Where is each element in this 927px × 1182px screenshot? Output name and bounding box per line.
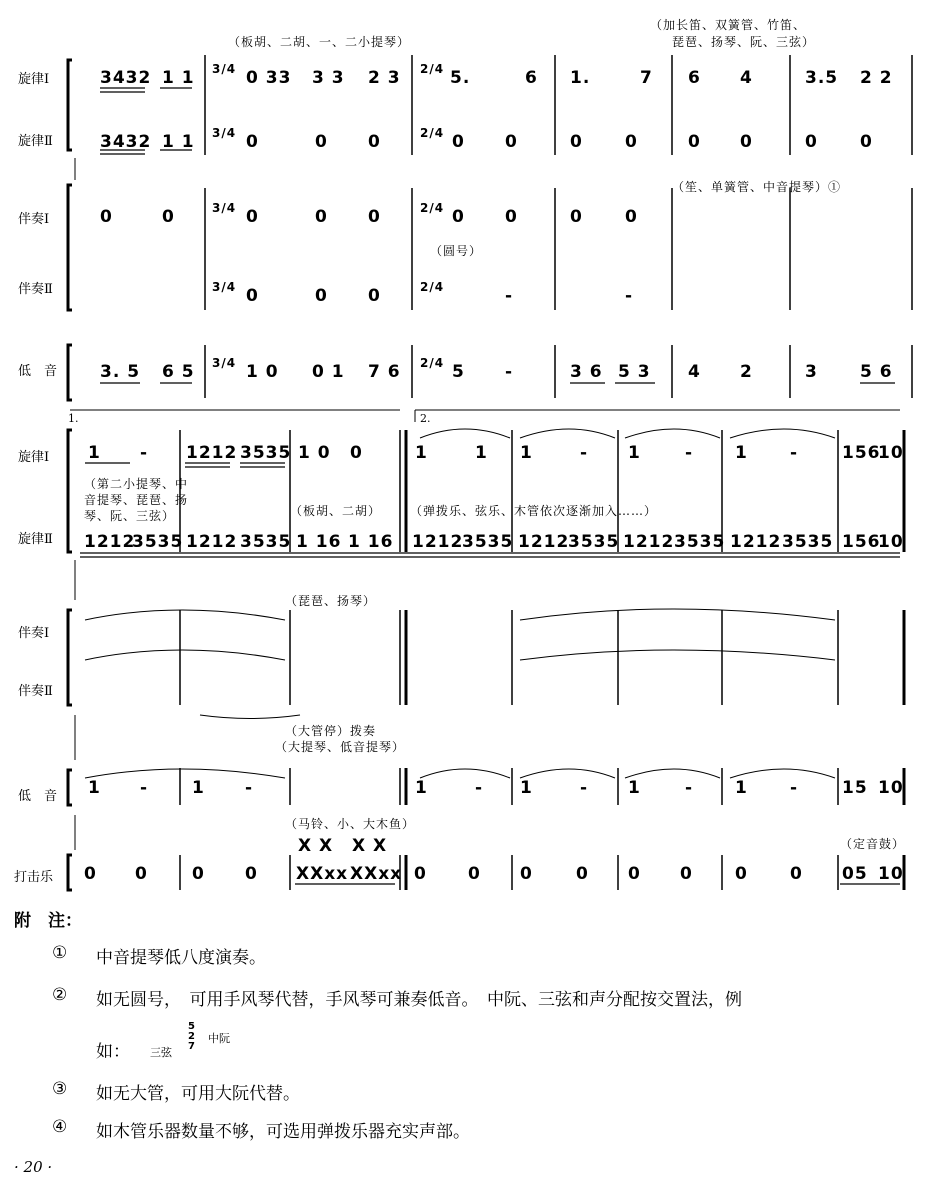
note: 0	[520, 864, 533, 884]
note: 0	[315, 207, 328, 227]
note: 0	[790, 864, 803, 884]
bracket-accomp-s1	[68, 185, 72, 310]
note: -	[625, 286, 634, 306]
note: 3.5	[805, 68, 839, 88]
volta-2: 2.	[420, 412, 431, 425]
note: 10	[878, 532, 904, 552]
note: 1	[735, 443, 748, 463]
note: 10	[878, 864, 904, 884]
note: 1212	[518, 532, 570, 552]
bracket-perc-s2	[68, 855, 72, 890]
note: 0	[368, 286, 381, 306]
note: 1212	[186, 443, 238, 463]
note: 0	[162, 207, 175, 227]
note: 0	[192, 864, 205, 884]
bracket-bass-s1	[68, 345, 72, 400]
note: 3535	[240, 532, 292, 552]
note: -	[580, 778, 589, 798]
note-2-sanxian: 三弦	[150, 1046, 172, 1059]
note: 1.	[570, 68, 591, 88]
time-signature: 3/4	[212, 201, 237, 215]
note: 3432	[100, 68, 152, 88]
note: 5 3	[618, 362, 651, 382]
note: 3	[805, 362, 818, 382]
note: 0	[805, 132, 818, 152]
note: XXxx	[296, 864, 349, 884]
annotation-violin2-2: 音提琴、琵琶、扬	[84, 493, 189, 507]
note: 2 3	[368, 68, 401, 88]
bracket-bass-s2	[68, 770, 72, 805]
note: 3535	[462, 532, 514, 552]
note: 0	[505, 132, 518, 152]
note: 1	[192, 778, 205, 798]
note: 2 2	[860, 68, 893, 88]
note: -	[790, 443, 799, 463]
note: 1	[415, 443, 428, 463]
note: 1 0	[246, 362, 279, 382]
note: 15	[842, 778, 868, 798]
annotation-plucked: （弹拨乐、弦乐、木管依次逐渐加入……）	[410, 504, 658, 518]
annotation-sheng: （笙、单簧管、中音提琴）①	[672, 180, 842, 194]
label-percussion: 打击乐	[14, 870, 54, 885]
note-4: 如木管乐器数量不够，可选用弹拨乐器充实声部。	[96, 1122, 470, 1142]
label-melody1-s2: 旋律Ⅰ	[18, 450, 50, 465]
note: 0	[414, 864, 427, 884]
note-marker-3: ③	[52, 1079, 68, 1099]
note: 0	[576, 864, 589, 884]
note: 0	[246, 207, 259, 227]
note-marker-1: ①	[52, 943, 68, 963]
note-2-zhongruan: 中阮	[208, 1032, 230, 1045]
annotation-timpani: （定音鼓）	[840, 837, 906, 851]
note: 0	[452, 132, 465, 152]
note: X X	[352, 836, 388, 856]
note: 0	[135, 864, 148, 884]
note: 0	[505, 207, 518, 227]
time-signature: 2/4	[420, 126, 445, 140]
note: 0	[740, 132, 753, 152]
annotation-cello: （大提琴、低音提琴）	[275, 740, 406, 754]
note: 0	[368, 207, 381, 227]
bracket-accomp-s2	[68, 610, 72, 705]
note: 0	[368, 132, 381, 152]
note: 0	[860, 132, 873, 152]
label-accomp1-s2: 伴奏Ⅰ	[18, 626, 50, 641]
note-marker-4: ④	[52, 1117, 68, 1137]
note: 0	[688, 132, 701, 152]
note: 1 16	[348, 532, 394, 552]
annotation-bassoon: （大管停）拨奏	[285, 724, 377, 738]
annotation-winds-1: （加长笛、双簧管、竹笛、	[650, 18, 807, 32]
note-3: 如无大管，可用大阮代替。	[96, 1084, 300, 1104]
label-melody2-s1: 旋律Ⅱ	[18, 134, 53, 149]
note: 5	[452, 362, 465, 382]
annotation-violin2-1: （第二小提琴、中	[84, 477, 189, 491]
note: 0 1	[312, 362, 345, 382]
label-accomp2-s2: 伴奏Ⅱ	[18, 684, 53, 699]
note: 3 6	[570, 362, 603, 382]
note: 1	[475, 443, 488, 463]
note: XXxx	[350, 864, 403, 884]
note: -	[245, 778, 254, 798]
note: 1	[520, 443, 533, 463]
note: 0	[468, 864, 481, 884]
note: 0	[570, 132, 583, 152]
label-bass-s1: 低 音	[18, 364, 58, 379]
time-signature: 2/4	[420, 280, 445, 294]
note: 7 6	[368, 362, 401, 382]
note: -	[140, 443, 149, 463]
note: -	[580, 443, 589, 463]
note: -	[685, 443, 694, 463]
note: 0	[570, 207, 583, 227]
bracket-melody-s1	[68, 60, 72, 150]
note: 0	[315, 286, 328, 306]
note: 6 5	[162, 362, 195, 382]
note: 156	[842, 443, 881, 463]
page-number: · 20 ·	[14, 1158, 53, 1176]
note: -	[140, 778, 149, 798]
note: 1 1	[162, 132, 195, 152]
notes-title: 附 注：	[14, 911, 82, 931]
bracket-melody-s2	[68, 430, 72, 552]
note: X X	[298, 836, 334, 856]
note: 10	[878, 443, 904, 463]
annotation-strings: （板胡、二胡、一、二小提琴）	[228, 35, 411, 49]
note: 05	[842, 864, 868, 884]
time-signature: 3/4	[212, 280, 237, 294]
time-signature: 3/4	[212, 356, 237, 370]
note: 3535	[568, 532, 620, 552]
note: 1 16	[296, 532, 342, 552]
annotation-woodblock: （马铃、小、大木鱼）	[285, 817, 416, 831]
note: 1212	[730, 532, 782, 552]
note: 3 3	[312, 68, 345, 88]
note: 5.	[450, 68, 471, 88]
note: 3535	[240, 443, 292, 463]
note: 7	[640, 68, 653, 88]
note: 4	[688, 362, 701, 382]
note: 0	[625, 132, 638, 152]
label-accomp2-s1: 伴奏Ⅱ	[18, 282, 53, 297]
note: 5 6	[860, 362, 893, 382]
volta-1: 1.	[68, 412, 79, 425]
note: 0	[246, 286, 259, 306]
note: -	[475, 778, 484, 798]
note: 1212	[623, 532, 675, 552]
label-melody2-s2: 旋律Ⅱ	[18, 532, 53, 547]
note-1: 中音提琴低八度演奏。	[96, 948, 266, 968]
label-bass-s2: 低 音	[18, 789, 58, 804]
note: 1212	[186, 532, 238, 552]
note: 0	[100, 207, 113, 227]
note: 0	[628, 864, 641, 884]
note: 3535	[674, 532, 726, 552]
note: 0	[84, 864, 97, 884]
note: 0	[735, 864, 748, 884]
note: 3432	[100, 132, 152, 152]
note-marker-2: ②	[52, 985, 68, 1005]
note: 0	[315, 132, 328, 152]
time-signature: 3/4	[212, 62, 237, 76]
note: 1212	[84, 532, 136, 552]
note: 3535	[132, 532, 184, 552]
note: 1212	[412, 532, 464, 552]
note: 0	[625, 207, 638, 227]
note: 1	[520, 778, 533, 798]
annotation-pipa: （琵琶、扬琴）	[285, 594, 377, 608]
note: 1 0	[298, 443, 331, 463]
note: 1	[88, 778, 101, 798]
note-2-example-prefix: 如：	[96, 1042, 130, 1062]
note: 3. 5	[100, 362, 141, 382]
note-2-chord: 5 2 7	[188, 1021, 195, 1052]
note: 2	[740, 362, 753, 382]
note: 1	[628, 778, 641, 798]
note: 4	[740, 68, 753, 88]
time-signature: 2/4	[420, 356, 445, 370]
note: 1 1	[162, 68, 195, 88]
note: 0	[680, 864, 693, 884]
note-2: 如无圆号， 可用手风琴代替，手风琴可兼奏低音。 中阮、三弦和声分配按交置法，例	[96, 990, 742, 1010]
label-accomp1-s1: 伴奏Ⅰ	[18, 212, 50, 227]
time-signature: 3/4	[212, 126, 237, 140]
note: 0	[350, 443, 363, 463]
annotation-banhu: （板胡、二胡）	[290, 504, 382, 518]
note: 1	[415, 778, 428, 798]
note: 3535	[782, 532, 834, 552]
label-melody1-s1: 旋律Ⅰ	[18, 72, 50, 87]
annotation-winds-2: 琵琶、扬琴、阮、三弦）	[672, 35, 816, 49]
annotation-horn: （圆号）	[430, 244, 483, 258]
note: -	[505, 286, 514, 306]
note: 0	[245, 864, 258, 884]
note: 10	[878, 778, 904, 798]
note: 1	[735, 778, 748, 798]
note: 1	[88, 443, 101, 463]
note: 6	[688, 68, 701, 88]
note: 0	[452, 207, 465, 227]
time-signature: 2/4	[420, 62, 445, 76]
note: -	[685, 778, 694, 798]
note: -	[790, 778, 799, 798]
note: 0 33	[246, 68, 292, 88]
note: -	[505, 362, 514, 382]
note: 6	[525, 68, 538, 88]
time-signature: 2/4	[420, 201, 445, 215]
annotation-violin2-3: 琴、阮、三弦）	[84, 509, 176, 523]
note: 0	[246, 132, 259, 152]
note: 1	[628, 443, 641, 463]
note: 156	[842, 532, 881, 552]
